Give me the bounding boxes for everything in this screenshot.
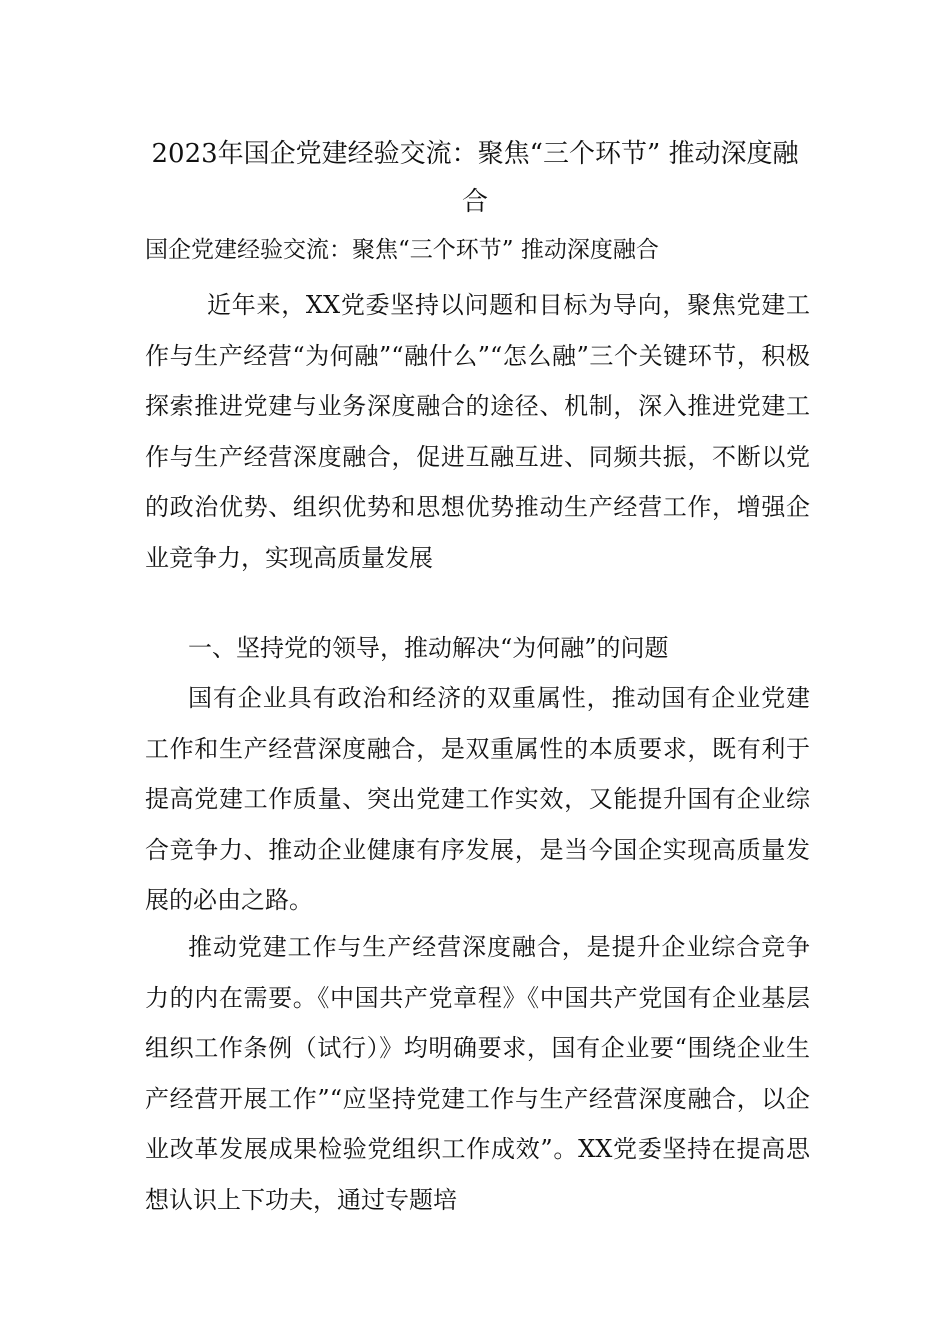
section-heading-1: 一、坚持党的领导，推动解决“为何融”的问题 xyxy=(188,634,669,662)
intro-paragraph: 近年来，XX党委坚持以问题和目标为导向，聚焦党建工作与生产经营“为何融”“融什么”“怎么融”三个关键环节，积极探索推进党建与业务深度融合的途径、机制，深入推进党建工作与生产经营深度融合，促进互融互进、同频共振，不断以党的政治优势、组织优势和思想优势推动生产经营工作，增强企业竞争力，实现高质量发展 xyxy=(145,291,810,572)
body-paragraph-3: 推动党建工作与生产经营深度融合，是提升企业综合竞争力的内在需要。《中国共产党章程》《中国共产党国有企业基层组织工作条例（试行）》均明确要求，国有企业要“围绕企业生产经营开展工作”“应坚持党建工作与生产经营深度融合，以企业改革发展成果检验党组织工作成效”。XX党委坚持在提高思想认识上下功夫，通过专题培 xyxy=(145,933,810,1214)
document-title: 2023年国企党建经验交流：聚焦“三个环节” 推动深度融合 xyxy=(151,139,799,217)
document-subtitle: 国企党建经验交流：聚焦“三个环节” 推动深度融合 xyxy=(145,237,659,263)
body-paragraph-2: 国有企业具有政治和经济的双重属性，推动国有企业党建工作和生产经营深度融合，是双重属性的本质要求，既有利于提高党建工作质量、突出党建工作实效，又能提升国有企业综合竞争力、推动企业健康有序发展，是当今国企实现高质量发展的必由之路。 xyxy=(145,684,810,914)
